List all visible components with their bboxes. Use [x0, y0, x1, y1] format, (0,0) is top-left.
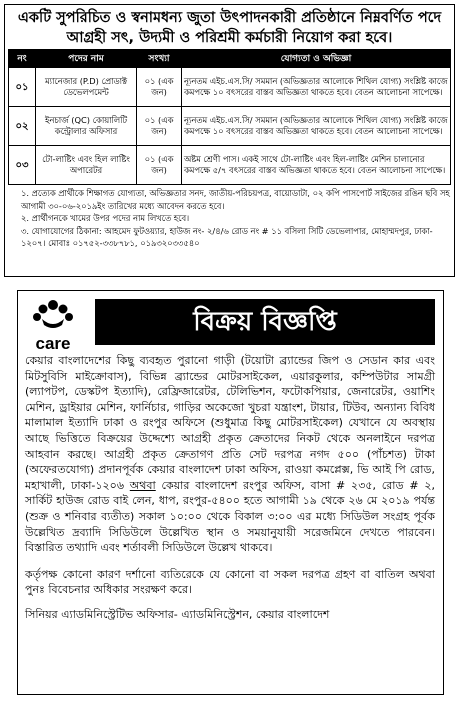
row-qualification: ন্যূনতম এইচ.এস.সি/ সমমান (অভিজ্ঞতার আলোকে শিথিল যোগ্য) সংশ্লিষ্ট কাজে কমপক্ষে ১০ বৎসরের বাস্তব অভিজ্ঞতা থাকতে হবে। বেতন আলোচনা সাপেক্ষে। [182, 107, 451, 146]
sale-paragraph [25, 353, 435, 556]
signature-line: সিনিয়র এ্যাডমিনিস্ট্রেটিভ অফিসার- এ্যাডমিনিস্ট্রেশন, কেয়ার বাংলাদেশ [25, 607, 330, 621]
row-qualification: ন্যূনতম এইচ.এস.সি/ সমমান (অভিজ্ঞতার আলোকে শিথিল যোগ্য) সংশ্লিষ্ট কাজে কমপক্ষে ১০ বৎসরের বাস্তব অভিজ্ঞতা থাকতে হবে। বেতন আলোচনা সাপেক্ষে। [182, 68, 451, 107]
note-1: ১. প্রত্যেক প্রার্থীকে শিক্ষাগত যোগ্যতা, অভিজ্ঞতার সনদ, জাতীয়-পরিচয়পত্র, বায়োডাটা, ০২ কপি পাসপোর্ট সাইজের রঙিন ছবি সহ আগামী ৩০-০৬-২০১৯ইং তারিখের মধ্যে আবেদন করতে হবে। [21, 188, 450, 211]
sale-notice-body [25, 353, 435, 623]
authority-paragraph: কর্তৃপক্ষ কোনো কারণ দর্শানো ব্যতিরেকে যে কোনো বা সকল দরপত্র গ্রহণ বা বাতিল অথবা পুনঃ বিবেচনার অধিকার সংরক্ষণ করে। [25, 567, 435, 597]
sale-paragraph-part-a: কেয়ার বাংলাদেশের কিছু ব্যবহৃত পুরানো গাড়ী (টয়োটা ব্র্যান্ডের জিপ ও সেডান কার এবং মিটসুবিসি মাইক্রোবাস), বিভিন্ন ব্র্যান্ডের মোটরসাইকেল, এয়ারকুলার, কম্পিউটার সামগ্রী (ল্যাপটপ, ডেস্কটপ ইত্যাদি), রেফ্রিজারেটর, টেলিভিশন, ফটোকপিয়ার, জেনারেটর, ওয়াশিং মেশিন, ড্রাইয়ার মেশিন, ফার্নিচার, গাড়ির অকেজো খুচরা যন্ত্রাংশ, টায়ার, টিউব, অন্যান্য বিবিধ মালামাল ইত্যাদি ঢাকা ও রংপুর অফিসে (শুধুমাত্র কিছু মোটরসাইকেল) যেখানে যে অবস্থায় আছে ভিত্তিতে বিক্রয়ের উদ্দেশ্যে আগ্রহী প্রকৃত ক্রেতাদের নিকট থেকে অনলাইনে দরপত্র আহবান করছে। আগ্রহী প্রকৃত ক্রেতাগণ প্রতি সেট দরপত্র নগদ ৫০০ (পাঁচশত) টাকা (অফেরতযোগ্য) প্রদানপূর্বক কেয়ার বাংলাদেশ ঢাকা অফিস, রাওয়া কমপ্লেক্স, ভি আই পি রোড, মহাখালী, ঢাকা-১২০৬ [25, 354, 435, 492]
job-notes [11, 187, 451, 250]
row-post: ইনচার্জ (QC) কোয়ালিটি কন্ট্রোলার অফিসার [36, 107, 137, 146]
header-serial: নং [9, 50, 36, 68]
care-hands-icon [24, 297, 82, 355]
row-post: টো-লাষ্টিং এবং হিল লাষ্টিং অপারেটর [36, 146, 137, 185]
row-count: ০১ (এক জন) [137, 68, 182, 107]
job-advertisement [4, 4, 455, 277]
header-count: সংখ্যা [137, 50, 182, 68]
row-count: ০১ (এক জন) [137, 107, 182, 146]
sale-paragraph-or: অথবা [129, 478, 156, 492]
table-header-row [9, 50, 451, 68]
sale-paragraph-part-b: কেয়ার বাংলাদেশ রংপুর অফিস, বাসা # ২৩৫, রোড # ২, সার্কিট হাউজ রোড বাই লেন, ধাপ, রংপুর-৫৪০০ হতে আগামী ১৯ থেকে ২৬ মে ২০১৯ পর্যন্ত (শুক্র ও শনিবার ব্যতীত) সকাল ১০:০০ থেকে বিকাল ৩:০০ এর মধ্যে সিডিউল সংগ্রহ পূর্বক উল্লেখিত দ্রব্যাদি সিডিউলে উল্লেখিত স্থান ও সময়ানুযায়ী সরেজমিনে দেখতে পারবেন। বিস্তারিত তথ্যাদি এবং শর্তাবলী সিডিউলে উল্লেখ থাকবে। [25, 478, 436, 555]
header-post: পদের নাম [36, 50, 137, 68]
row-serial: ০৩ [9, 146, 36, 185]
table-row [9, 68, 451, 107]
job-table [8, 49, 451, 185]
row-post: ম্যানেজার (P.D) প্রোডাক্ট ডেভেলপমেন্ট [36, 68, 137, 107]
note-2: ২. প্রার্থীগনকে খামের উপর পদের নাম লিখতে হবে। [21, 213, 190, 223]
table-row [9, 107, 451, 146]
row-count: ০১ (এক জন) [137, 146, 182, 185]
row-serial: ০২ [9, 107, 36, 146]
row-qualification: অষ্টম শ্রেণী পাস। একই সাথে টো-লাষ্টিং এবং হিল-লাষ্টিং মেশিন চালানোর কমপক্ষে ৫/৭ বৎসরের বাস্তব অভিজ্ঞতা থাকতে হবে। বেতন আলোচনা সাপেক্ষে। [182, 146, 451, 185]
note-3: ৩. যোগাযোগের ঠিকানা: আহমেদ ফুটওয়্যার, হাউজ নং- ২/৪/৬ রোড নং # ১১ বসিলা সিটি ডেভেলাপার, মোহাম্মদপুর, ঢাকা- ১২০৭। মোবাঃ ০১৭৫২-৩৩৮৭৮১, ০১৯৩২০৩৩৫৪০ [21, 225, 433, 248]
care-logo-text: care [35, 334, 71, 353]
table-row [9, 146, 451, 185]
row-serial: ০১ [9, 68, 36, 107]
job-ad-headline: একটি সুপরিচিত ও স্বনামধন্য জুতা উৎপাদনকারী প্রতিষ্ঠানে নিম্নবর্ণিত পদে আগ্রহী সৎ, উদ্যমী ও পরিশ্রমী কর্মচারী নিয়োগ করা হবে। [17, 10, 442, 46]
sale-notice [17, 290, 444, 695]
care-logo [24, 297, 82, 355]
sale-notice-title: বিক্রয় বিজ্ঞপ্তি [95, 299, 435, 345]
header-qualification: যোগ্যতা ও অভিজ্ঞা [182, 50, 451, 68]
